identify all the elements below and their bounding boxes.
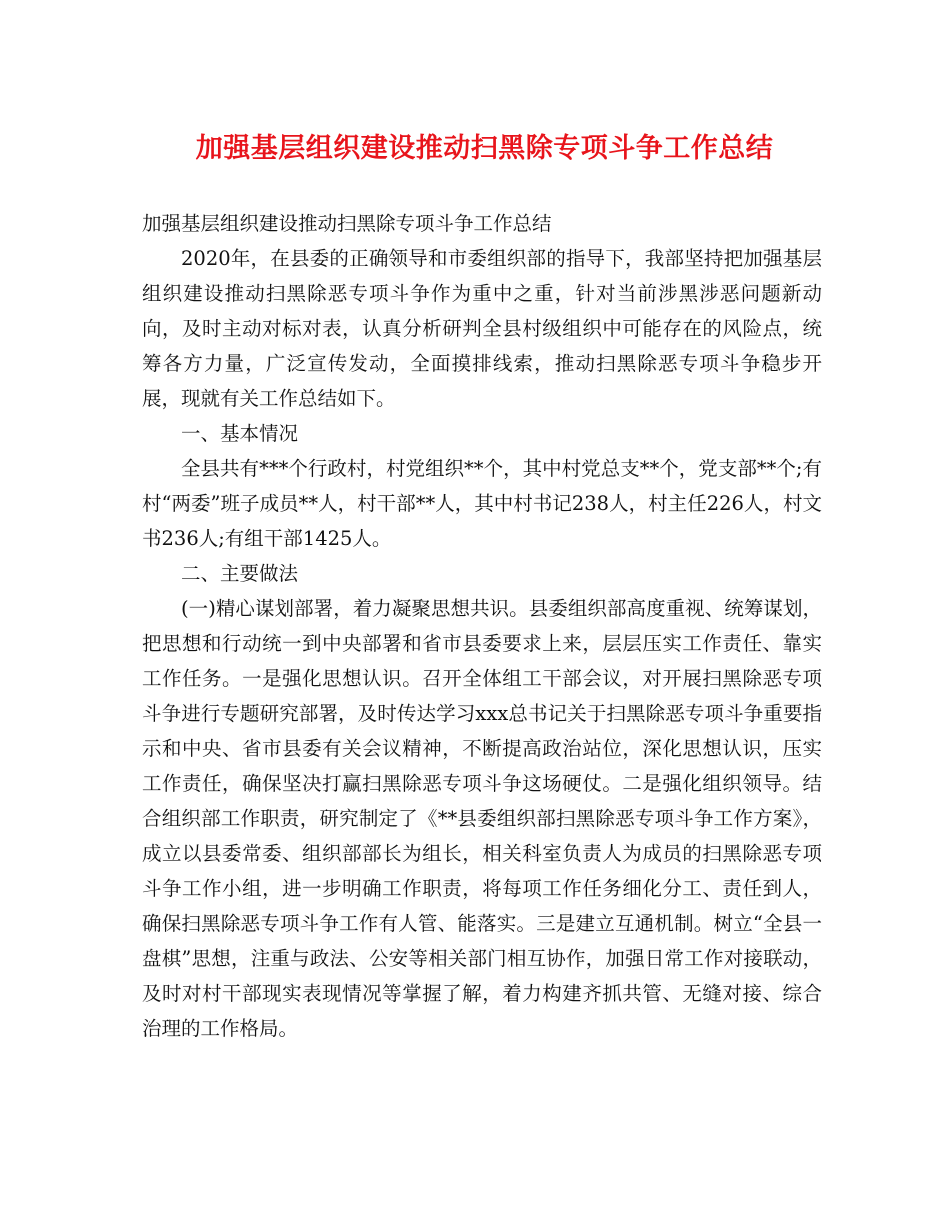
- subtitle-paragraph: 加强基层组织建设推动扫黑除专项斗争工作总结: [142, 212, 552, 235]
- intro-paragraph: 2020年，在县委的正确领导和市委组织部的指导下，我部坚持把加强基层组织建设推动扫黑除恶专项斗争作为重中之重，针对当前涉黑涉恶问题新动向，及时主动对标对表，认真分析研判全县村级组织中可能存在的风险点，统筹各方力量，广泛宣传发动，全面摸排线索，推动扫黑除恶专项斗争稳步开展，现就有关工作总结如下。: [142, 247, 822, 410]
- main-practices-paragraph: (一)精心谋划部署，着力凝聚思想共识。县委组织部高度重视、统筹谋划，把思想和行动统一到中央部署和省市县委要求上来，层层压实工作责任、靠实工作任务。一是强化思想认识。召开全体组工干部会议，对开展扫黑除恶专项斗争进行专题研究部署，及时传达学习xxx总书记关于扫黑除恶专项斗争重要指示和中央、省市县委有关会议精神，不断提高政治站位，深化思想认识，压实工作责任，确保坚决打赢扫黑除恶专项斗争这场硬仗。二是强化组织领导。结合组织部工作职责，研究制定了《**县委组织部扫黑除恶专项斗争工作方案》，成立以县委常委、组织部部长为组长，相关科室负责人为成员的扫黑除恶专项斗争工作小组，进一步明确工作职责，将每项工作任务细化分工、责任到人，确保扫黑除恶专项斗争工作有人管、能落实。三是建立互通机制。树立“全县一盘棋”思想，注重与政法、公安等相关部门相互协作，加强日常工作对接联动，及时对村干部现实表现情况等掌握了解，着力构建齐抓共管、无缝对接、综合治理的工作格局。: [142, 597, 822, 1040]
- document-body: [142, 206, 822, 1046]
- basic-situation-paragraph: 全县共有***个行政村，村党组织**个，其中村党总支**个，党支部**个;有村“两委”班子成员**人，村干部**人，其中村书记238人，村主任226人，村文书236人;有组干部1425人。: [142, 457, 822, 550]
- section-heading-basic-situation: 一、基本情况: [181, 422, 299, 445]
- document-title: 加强基层组织建设推动扫黑除专项斗争工作总结: [195, 133, 774, 164]
- section-heading-main-practices: 二、主要做法: [181, 562, 299, 585]
